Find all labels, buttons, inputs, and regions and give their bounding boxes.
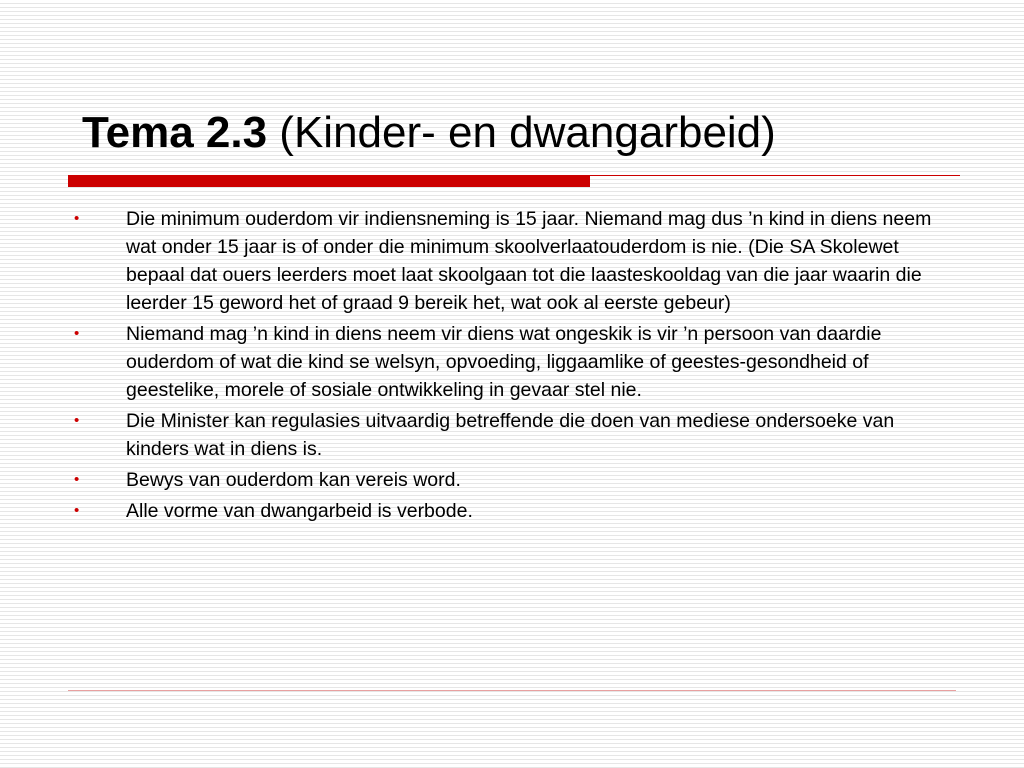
footer-divider: [68, 690, 956, 691]
bullet-icon: •: [74, 412, 80, 429]
bullet-text: Die Minister kan regulasies uitvaardig betreffende die doen van mediese ondersoeke van kinders wat in diens is.: [126, 410, 895, 460]
bullet-icon: •: [74, 325, 80, 342]
bullet-item: [74, 497, 954, 525]
bullet-text: Alle vorme van dwangarbeid is verbode.: [126, 500, 473, 522]
slide-title: [82, 108, 776, 159]
bullet-text: Die minimum ouderdom vir indiensneming is 15 jaar. Niemand mag dus ’n kind in diens neem wat onder 15 jaar is of onder die minimum skoolverlaatouderdom is nie. (Die SA Skolewet bepaal dat ouers leerders moet laat skoolgaan tot die laasteskooldag van die jaar waarin die leerder 15 geword het of graad 9 bereik het, wat ook al eerste gebeur): [126, 208, 932, 314]
bullet-icon: •: [74, 502, 80, 519]
bullet-item: [74, 205, 954, 317]
bullet-item: [74, 407, 954, 463]
bullet-text: Bewys van ouderdom kan vereis word.: [126, 469, 461, 491]
bullet-item: [74, 466, 954, 494]
title-underline-thin: [590, 175, 960, 176]
title-underline-accent: [68, 175, 590, 187]
slide-title-rest: (Kinder- en dwangarbeid): [267, 108, 776, 157]
bullet-icon: •: [74, 210, 80, 227]
bullet-item: [74, 320, 954, 404]
slide-title-bold: Tema 2.3: [82, 108, 268, 157]
bullet-icon: •: [74, 471, 80, 488]
bullet-list: [74, 205, 954, 528]
bullet-text: Niemand mag ’n kind in diens neem vir diens wat ongeskik is vir ’n persoon van daardie ouderdom of wat die kind se welsyn, opvoeding, liggaamlike of geestes-gesondheid of geestelike, morele of sosiale ontwikkeling in gevaar stel nie.: [126, 323, 882, 401]
